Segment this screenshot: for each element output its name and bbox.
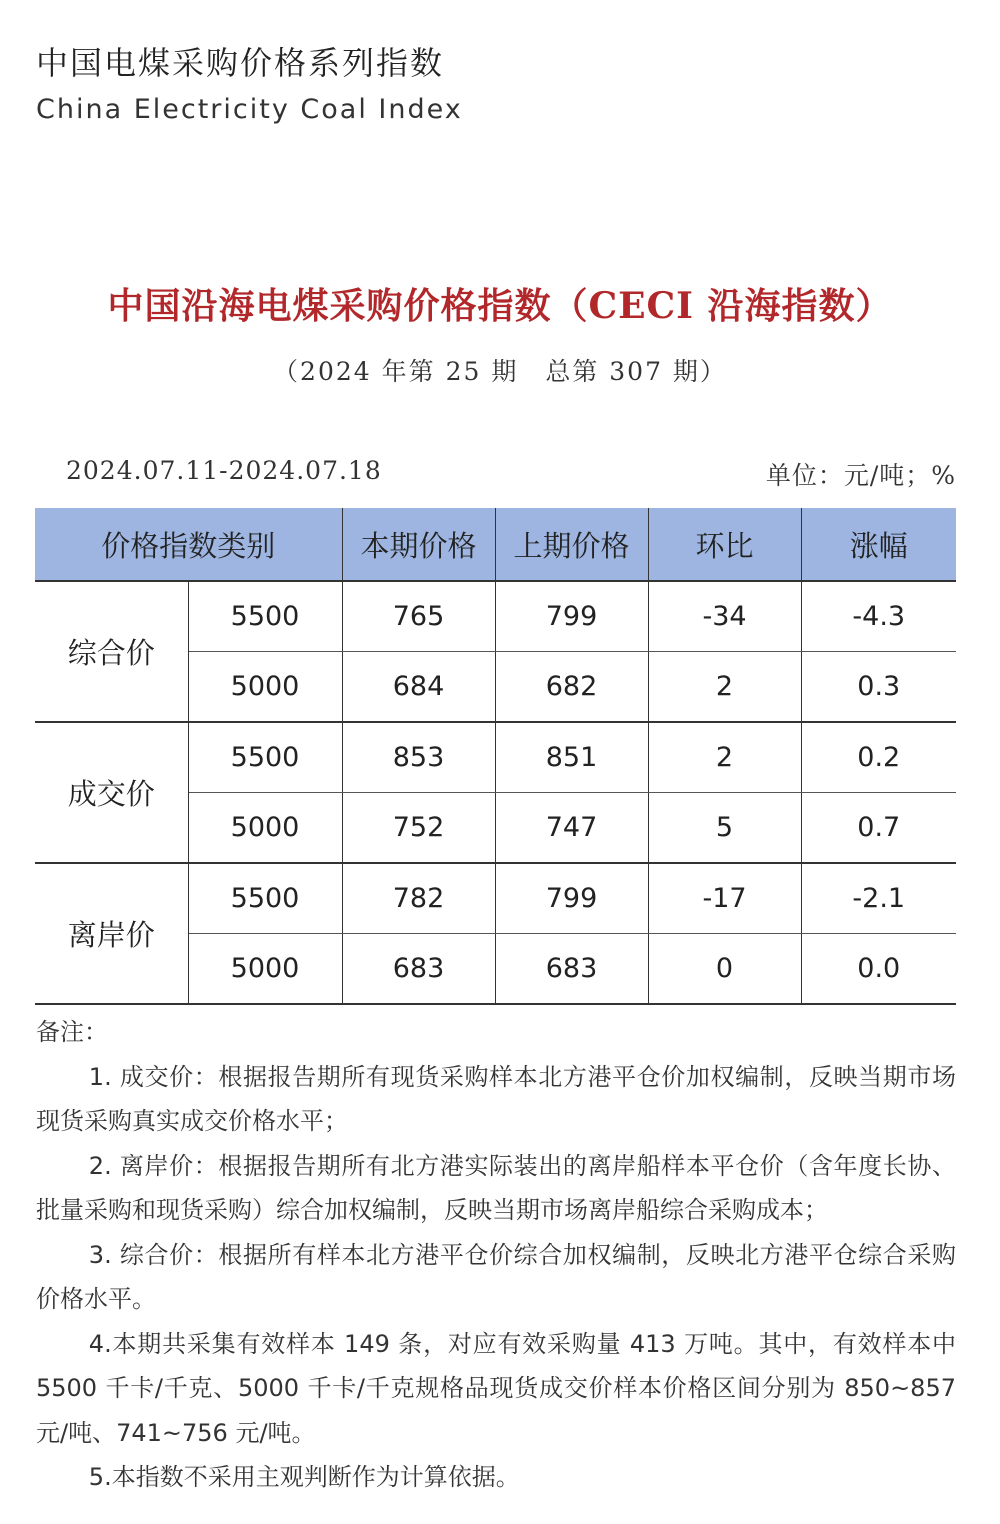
spec-cell: 5500 — [188, 581, 342, 652]
previous-price-cell: 682 — [495, 652, 648, 723]
column-header-previous: 上期价格 — [495, 508, 648, 581]
change-cell: 2 — [648, 652, 801, 723]
unit-label: 单位：元/吨；% — [765, 461, 956, 490]
note-item: 1. 成交价：根据报告期所有现货采购样本北方港平仓价加权编制，反映当期市场现货采购真实成交价格水平； — [36, 1062, 956, 1135]
change-cell: 0 — [648, 934, 801, 1005]
column-header-pct: 涨幅 — [801, 508, 956, 581]
spec-cell: 5000 — [188, 652, 342, 723]
group-label: 综合价 — [35, 581, 188, 722]
report-issue: （2024 年第 25 期 总第 307 期） — [273, 357, 727, 386]
group-label: 成交价 — [35, 722, 188, 863]
group-label: 离岸价 — [35, 863, 188, 1004]
change-cell: 5 — [648, 793, 801, 864]
spec-cell: 5000 — [188, 793, 342, 864]
table-row — [35, 581, 956, 652]
report-title: 中国沿海电煤采购价格指数（CECI 沿海指数） — [107, 285, 893, 327]
pct-cell: 0.0 — [801, 934, 956, 1005]
header-title-en: China Electricity Coal Index — [36, 94, 463, 125]
change-cell: -34 — [648, 581, 801, 652]
change-cell: -17 — [648, 863, 801, 934]
date-range: 2024.07.11-2024.07.18 — [66, 456, 382, 485]
spec-cell: 5500 — [188, 722, 342, 793]
previous-price-cell: 799 — [495, 581, 648, 652]
column-header-category: 价格指数类别 — [35, 508, 342, 581]
current-price-cell: 853 — [342, 722, 495, 793]
column-header-change: 环比 — [648, 508, 801, 581]
notes-title: 备注： — [36, 1018, 108, 1046]
note-item: 5.本指数不采用主观判断作为计算依据。 — [88, 1463, 520, 1491]
header-title-cn: 中国电煤采购价格系列指数 — [36, 44, 445, 82]
previous-price-cell: 851 — [495, 722, 648, 793]
current-price-cell: 782 — [342, 863, 495, 934]
pct-cell: 0.7 — [801, 793, 956, 864]
note-item: 2. 离岸价：根据报告期所有北方港实际装出的离岸船样本平仓价（含年度长协、批量采购和现货采购）综合加权编制，反映当期市场离岸船综合采购成本； — [36, 1151, 956, 1224]
note-item: 3. 综合价：根据所有样本北方港平仓价综合加权编制，反映北方港平仓综合采购价格水平。 — [36, 1240, 956, 1313]
table-header-row — [35, 508, 956, 581]
note-item: 4.本期共采集有效样本 149 条，对应有效采购量 413 万吨。其中，有效样本中 5500 千卡/千克、5000 千卡/千克规格品现货成交价样本价格区间分别为 850~857 元/吨、741~756 元/吨。 — [36, 1329, 956, 1447]
spec-cell: 5000 — [188, 934, 342, 1005]
price-index-table — [35, 508, 956, 1005]
notes-section — [36, 1010, 956, 1500]
table-row — [35, 722, 956, 793]
pct-cell: 0.2 — [801, 722, 956, 793]
current-price-cell: 683 — [342, 934, 495, 1005]
pct-cell: -2.1 — [801, 863, 956, 934]
previous-price-cell: 799 — [495, 863, 648, 934]
spec-cell: 5500 — [188, 863, 342, 934]
pct-cell: -4.3 — [801, 581, 956, 652]
column-header-current: 本期价格 — [342, 508, 495, 581]
previous-price-cell: 683 — [495, 934, 648, 1005]
previous-price-cell: 747 — [495, 793, 648, 864]
change-cell: 2 — [648, 722, 801, 793]
pct-cell: 0.3 — [801, 652, 956, 723]
current-price-cell: 684 — [342, 652, 495, 723]
table-row — [35, 863, 956, 934]
current-price-cell: 765 — [342, 581, 495, 652]
current-price-cell: 752 — [342, 793, 495, 864]
